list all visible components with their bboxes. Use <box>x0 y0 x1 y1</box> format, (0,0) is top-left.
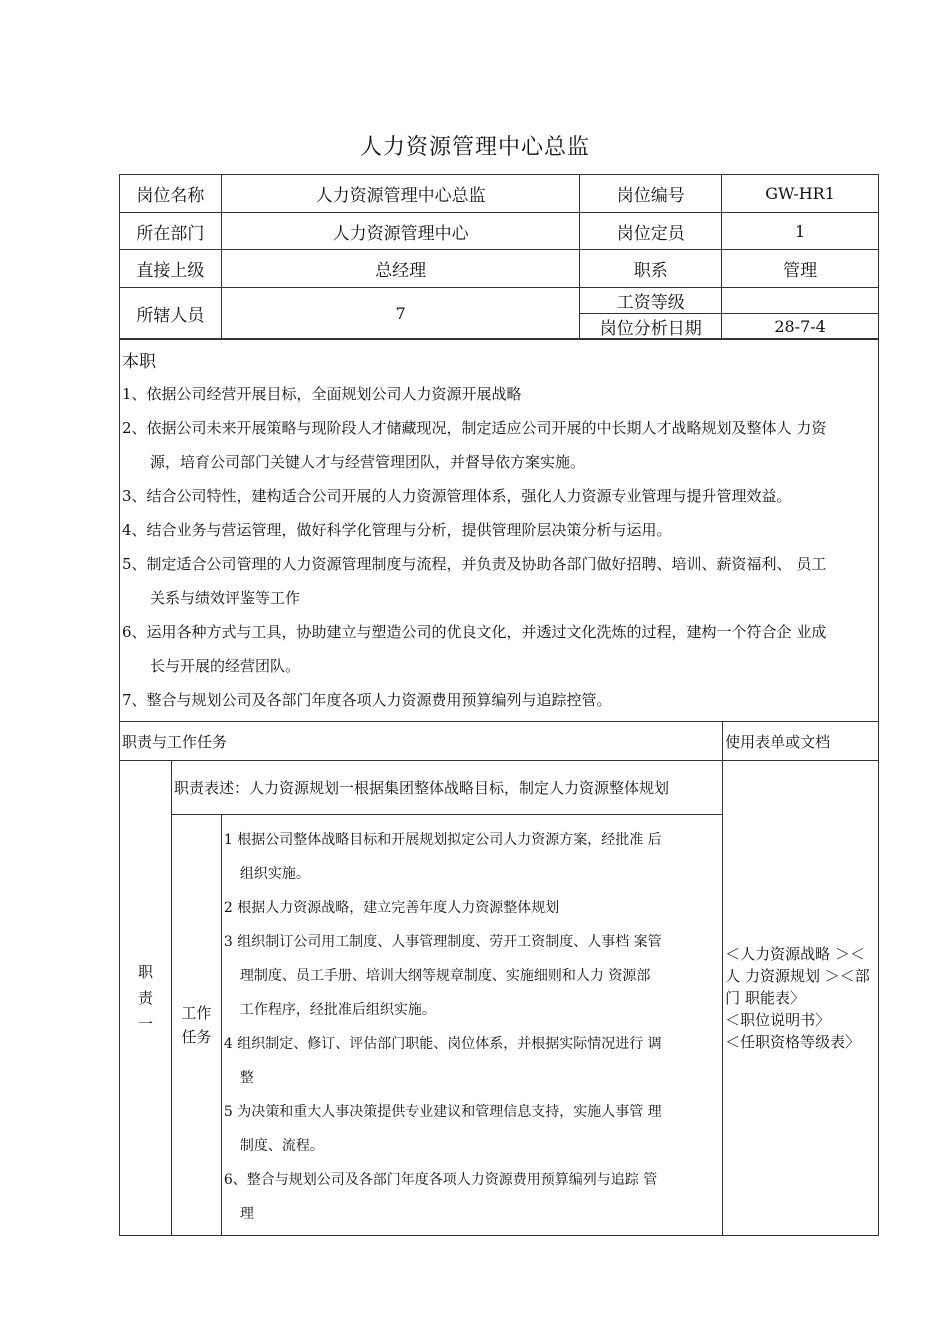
responsibilities-table <box>119 338 879 1236</box>
task-item-text: 3 组织制订公司用工制度、人事管理制度、劳开工资制度、人事档 案管 <box>223 934 662 950</box>
task-item <box>222 1095 722 1163</box>
task-item-continuation: 理制度、员工手册、培训大纲等规章制度、实施细则和人力 资源部 工作程序，经批准后组织实施。 <box>239 968 651 1018</box>
duty-item <box>120 411 878 479</box>
position-name-value: 人力资源管理中心总监 <box>221 175 579 213</box>
superior-value: 总经理 <box>221 250 579 288</box>
form-document-item: ＜职位说明书〉 <box>725 1011 831 1029</box>
responsibility-header-left: 职责与工作任务 <box>120 722 723 761</box>
department-value: 人力资源管理中心 <box>221 213 579 250</box>
task-item <box>222 823 722 891</box>
page-title: 人力资源管理中心总监 <box>359 135 590 160</box>
job-family-label: 职系 <box>580 250 722 288</box>
work-task-list <box>221 815 722 1236</box>
duty-item <box>120 377 878 411</box>
form-document-item: ＜任职资格等级表〉 <box>725 1033 861 1051</box>
job-family-value: 管理 <box>722 250 879 288</box>
duty-item-text: 4、结合业务与营运管理，做好科学化管理与分析，提供管理阶层决策分析与运用。 <box>122 521 672 539</box>
duty-item <box>120 513 878 547</box>
task-item <box>222 925 722 1027</box>
position-name-label: 岗位名称 <box>120 175 222 213</box>
task-item <box>222 891 722 925</box>
task-item-continuation: 制度、流程。 <box>239 1138 324 1154</box>
duty-item-continuation: 关系与绩效评鉴等工作 <box>150 589 301 607</box>
salary-grade-value <box>722 288 879 314</box>
form-document-item: ＜人力资源战略 ＞＜人 力资源规划 ＞＜部门 职能表〉 <box>725 945 870 1007</box>
analysis-date-value: 28-7-4 <box>722 314 879 340</box>
subordinates-label: 所辖人员 <box>120 288 222 340</box>
task-item <box>222 1027 722 1095</box>
task-item <box>222 1163 722 1231</box>
task-item-text: 1 根据公司整体战略目标和开展规划拟定公司人力资源方案，经批准 后 <box>223 832 662 848</box>
position-code-value: GW-HR1 <box>722 175 879 213</box>
task-item-text: 5 为决策和重大人事决策提供专业建议和管理信息支持，实施人事管 理 <box>223 1104 662 1120</box>
duty-item-text: 1、依据公司经营开展目标，全面规划公司人力资源开展战略 <box>122 385 522 403</box>
work-task-label: 工作 任务 <box>171 815 221 1236</box>
salary-grade-label: 工资等级 <box>580 288 722 314</box>
superior-label: 直接上级 <box>120 250 222 288</box>
core-duties-heading: 本职 <box>122 352 156 372</box>
task-item-text: 4 组织制定、修订、评估部门职能、岗位体系，并根据实际情况进行 调 <box>223 1036 662 1052</box>
task-item-continuation: 整 <box>239 1070 254 1086</box>
duty-item <box>120 547 878 615</box>
duty-item <box>120 615 878 683</box>
duty-item-continuation: 源，培育公司部门关键人才与经营管理团队，并督导依方案实施。 <box>150 453 586 471</box>
duty-one-label: 职 责 一 <box>120 761 172 1236</box>
duty-item <box>120 683 878 717</box>
duty-item-text: 6、运用各种方式与工具，协助建立与塑造公司的优良文化，并透过文化洗炼的过程，建构一个符合企 业成 <box>122 623 827 641</box>
forms-cell <box>723 761 879 1236</box>
department-label: 所在部门 <box>120 213 222 250</box>
position-code-label: 岗位编号 <box>580 175 722 213</box>
subordinates-value: 7 <box>221 288 579 340</box>
responsibility-header-right: 使用表单或文档 <box>723 722 879 761</box>
duty-item-text: 2、依据公司未来开展策略与现阶段人才储藏现况，制定适应公司开展的中长期人才战略规划及整体人 力资 <box>122 419 827 437</box>
task-item-text: 6、整合与规划公司及各部门年度各项人力资源费用预算编列与追踪 管 <box>223 1172 658 1188</box>
position-info-table <box>119 174 879 340</box>
task-item-continuation: 组织实施。 <box>239 866 310 882</box>
duty-item-text: 3、结合公司特性，建构适合公司开展的人力资源管理体系，强化人力资源专业管理与提升管理效益。 <box>122 487 792 505</box>
duty-item <box>120 479 878 513</box>
analysis-date-label: 岗位分析日期 <box>580 314 722 340</box>
task-item-text: 2 根据人力资源战略，建立完善年度人力资源整体规划 <box>223 900 560 916</box>
headcount-value: 1 <box>722 213 879 250</box>
duty-item-text: 7、整合与规划公司及各部门年度各项人力资源费用预算编列与追踪控管。 <box>122 691 612 709</box>
duty-item-text: 5、制定适合公司管理的人力资源管理制度与流程，并负责及协助各部门做好招聘、培训、薪资福利、 员工 <box>122 555 827 573</box>
duty-description: 职责表述：人力资源规划一根据集团整体战略目标，制定人力资源整体规划 <box>171 761 722 815</box>
task-item-continuation: 理 <box>239 1206 254 1222</box>
duty-item-continuation: 长与开展的经营团队。 <box>150 657 301 675</box>
core-duties-section <box>120 339 879 722</box>
headcount-label: 岗位定员 <box>580 213 722 250</box>
